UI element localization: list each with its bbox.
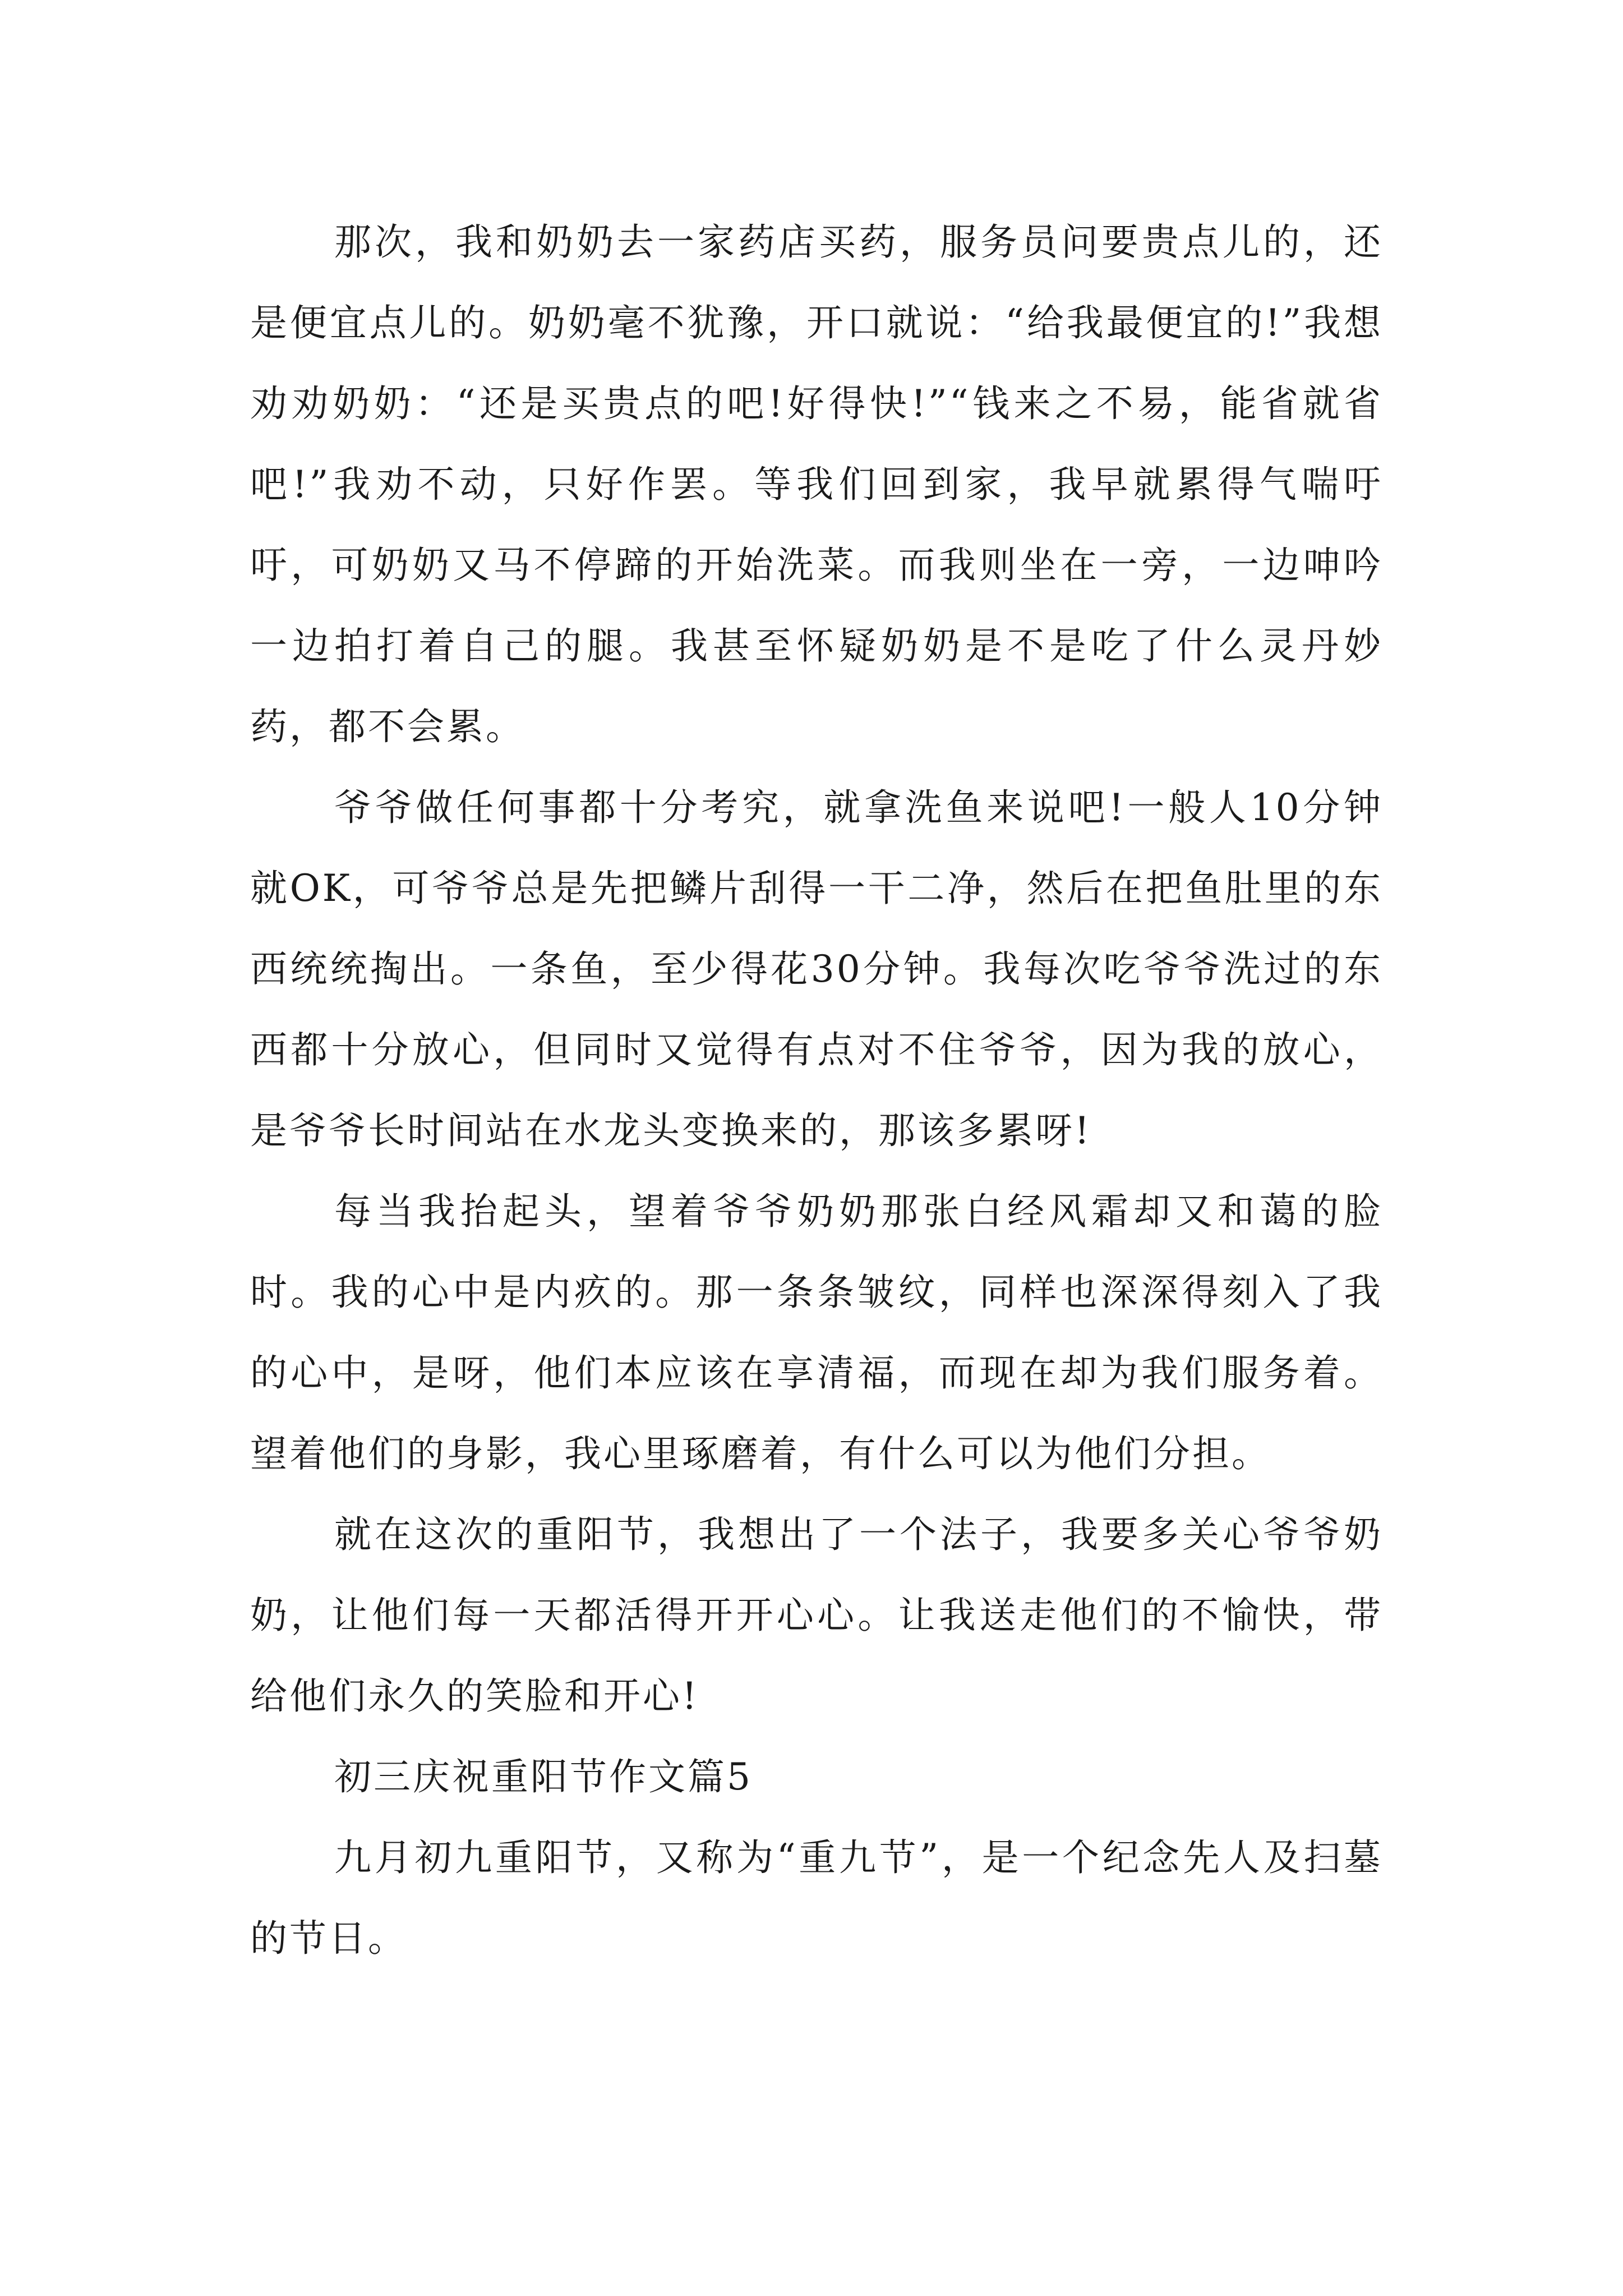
paragraph-double-ninth-plan: 就在这次的重阳节，我想出了一个法子，我要多关心爷爷奶奶，让他们每一天都活得开开心心。让我送走他们的不愉快，带给他们永久的笑脸和开心! bbox=[250, 1513, 1383, 1718]
section-heading: 初三庆祝重阳节作文篇5 bbox=[334, 1755, 753, 1798]
paragraph-wrinkles: 每当我抬起头，望着爷爷奶奶那张白经风霜却又和蔼的脸时。我的心中是内疚的。那一条条皱纹，同样也深深得刻入了我的心中，是呀，他们本应该在享清福，而现在却为我们服务着。望着他们的身影，我心里琢磨着，有什么可以为他们分担。 bbox=[250, 1190, 1383, 1475]
paragraph-grandma-pharmacy: 那次，我和奶奶去一家药店买药，服务员问要贵点儿的，还是便宜点儿的。奶奶毫不犹豫，开口就说：“给我最便宜的!”我想劝劝奶奶：“还是买贵点的吧!好得快!”“钱来之不易，能省就省吧!”我劝不动，只好作罢。等我们回到家，我早就累得气喘吁吁，可奶奶又马不停蹄的开始洗菜。而我则坐在一旁，一边呻吟一边拍打着自己的腿。我甚至怀疑奶奶是不是吃了什么灵丹妙药，都不会累。 bbox=[250, 220, 1383, 748]
document-body bbox=[250, 202, 1383, 1979]
paragraph-double-ninth-intro: 九月初九重阳节，又称为“重九节”，是一个纪念先人及扫墓的节日。 bbox=[250, 1836, 1383, 1960]
paragraph-grandpa-fish: 爷爷做任何事都十分考究，就拿洗鱼来说吧!一般人10分钟就OK，可爷爷总是先把鳞片刮得一干二净，然后在把鱼肚里的东西统统掏出。一条鱼，至少得花30分钟。我每次吃爷爷洗过的东西都十分放心，但同时又觉得有点对不住爷爷，因为我的放心，是爷爷长时间站在水龙头变换来的，那该多累呀! bbox=[250, 786, 1383, 1152]
